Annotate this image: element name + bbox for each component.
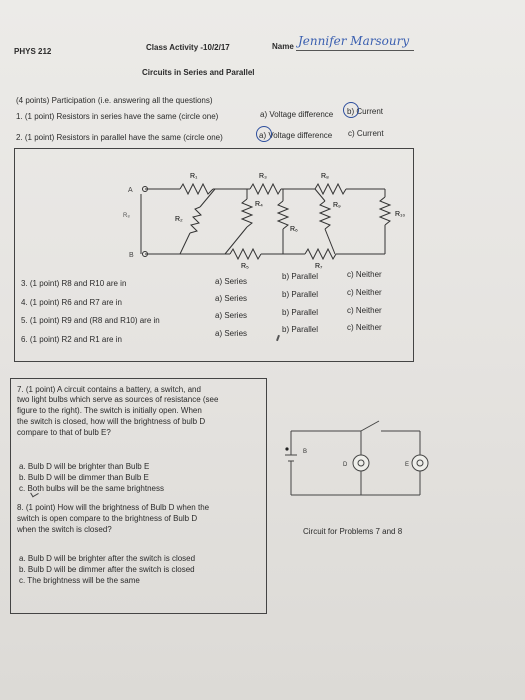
q5-option-a[interactable]: a) Series <box>215 311 248 320</box>
q6-option-b[interactable]: b) Parallel <box>282 325 319 334</box>
r10-label: R₁₀ <box>395 211 406 218</box>
student-name-signature: Jennifer Marsoury <box>298 34 410 48</box>
q8-option-c[interactable]: c. The brightness will be the same <box>19 576 140 585</box>
q1-option-a[interactable]: a) Voltage difference <box>260 110 334 119</box>
r3-label: R₃ <box>259 173 267 180</box>
bulb-d-label: D <box>343 462 348 468</box>
node-a-label: A <box>128 187 133 194</box>
q2-text: 2. (1 point) Resistors in parallel have the same (circle one) <box>16 133 223 142</box>
q4-option-c[interactable]: c) Neither <box>347 288 382 297</box>
q1-option-b[interactable]: b) Current <box>347 107 384 116</box>
q6-text: 6. (1 point) R2 and R1 are in <box>21 335 122 344</box>
q3-option-a[interactable]: a) Series <box>215 277 248 286</box>
bulb-questions-box <box>10 378 267 614</box>
q1-text: 1. (1 point) Resistors in series have the same (circle one) <box>16 112 219 121</box>
q5-option-c[interactable]: c) Neither <box>347 306 382 315</box>
bulb-circuit-diagram <box>275 395 435 515</box>
q4-option-b[interactable]: b) Parallel <box>282 290 319 299</box>
q3-text: 3. (1 point) R8 and R10 are in <box>21 279 127 288</box>
q8-option-a[interactable]: a. Bulb D will be brighter after the switch is closed <box>19 554 196 563</box>
q7-line-2: two light bulbs which serve as sources of resistance (see <box>17 395 219 404</box>
q4-text: 4. (1 point) R6 and R7 are in <box>21 298 122 307</box>
q5-text: 5. (1 point) R9 and (R8 and R10) are in <box>21 316 160 325</box>
q1-answer-circle <box>343 102 359 118</box>
r6-label: R₆ <box>290 226 298 233</box>
q7-option-c[interactable]: c. Both bulbs will be the same brightness <box>19 484 164 493</box>
resistor-network-box <box>14 148 414 362</box>
q8-line-3: when the switch is closed? <box>17 525 112 534</box>
r5-label: R₅ <box>241 263 249 270</box>
r1-label: R₁ <box>190 173 198 180</box>
q3-option-c[interactable]: c) Neither <box>347 270 382 279</box>
q6-option-a[interactable]: a) Series <box>215 329 248 338</box>
q7-option-a[interactable]: a. Bulb D will be brighter than Bulb E <box>19 462 150 471</box>
r2-label: R₂ <box>175 216 183 223</box>
r9-label: R₉ <box>333 202 341 209</box>
q8-line-1: 8. (1 point) How will the brightness of Bulb D when the <box>17 503 210 512</box>
q8-line-2: switch is open compare to the brightness of Bulb D <box>17 514 198 523</box>
course-code: PHYS 212 <box>14 47 52 56</box>
name-underline <box>296 50 414 51</box>
circuit-caption: Circuit for Problems 7 and 8 <box>303 527 403 536</box>
q7-line-5: compare to that of bulb E? <box>17 428 111 437</box>
q5-option-b[interactable]: b) Parallel <box>282 308 319 317</box>
q6-option-c[interactable]: c) Neither <box>347 323 382 332</box>
bulb-e-label: E <box>405 462 410 468</box>
q3-option-b[interactable]: b) Parallel <box>282 272 319 281</box>
name-label: Name <box>272 42 294 51</box>
r7-label: R₇ <box>315 263 323 270</box>
q7-line-1: 7. (1 point) A circuit contains a battery, a switch, and <box>17 385 201 394</box>
q4-option-a[interactable]: a) Series <box>215 294 248 303</box>
q8-option-b[interactable]: b. Bulb D will be dimmer after the switch is closed <box>19 565 195 574</box>
node-b-label: B <box>129 252 134 259</box>
page-title: Circuits in Series and Parallel <box>142 68 255 77</box>
q2-option-c[interactable]: c) Current <box>348 129 384 138</box>
r8-label: R₈ <box>321 173 329 180</box>
q7-line-3: figure to the right). The switch is initially open. When <box>17 406 202 415</box>
battery-b-label: B <box>303 449 308 455</box>
q7-option-b[interactable]: b. Bulb D will be dimmer than Bulb E <box>19 473 149 482</box>
activity-title: Class Activity -10/2/17 <box>146 43 230 52</box>
q7-line-4: the switch is closed, how will the brightness of bulb D <box>17 417 206 426</box>
r4-label: R₄ <box>255 201 263 208</box>
q2-answer-circle <box>256 126 272 142</box>
q2-option-a[interactable]: a) Voltage difference <box>259 131 333 140</box>
participation-note: (4 points) Participation (i.e. answering all the questions) <box>16 96 213 105</box>
left-vertical-resistor-label: R₈ <box>123 213 130 219</box>
